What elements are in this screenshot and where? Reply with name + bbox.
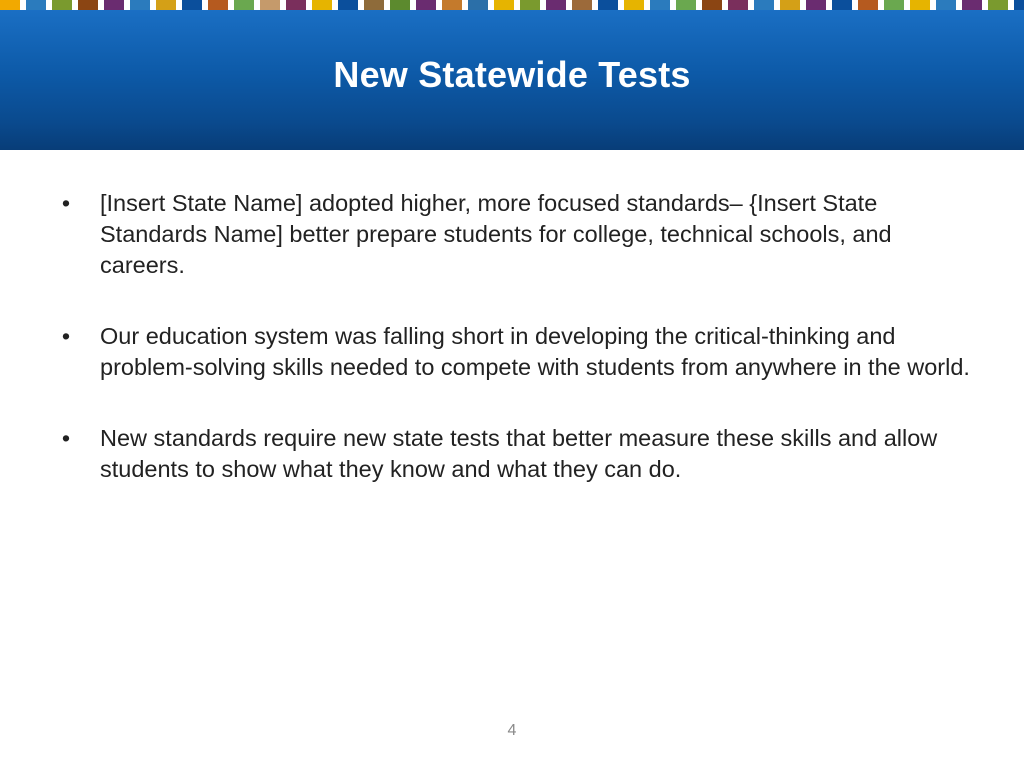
color-strip-segment (390, 0, 410, 10)
color-strip-segment (364, 0, 384, 10)
color-strip-segment (962, 0, 982, 10)
decorative-color-strip (0, 0, 1024, 10)
color-strip-segment (0, 0, 20, 10)
color-strip-segment (884, 0, 904, 10)
color-strip-segment (234, 0, 254, 10)
bullet-item (56, 321, 976, 383)
color-strip-segment (208, 0, 228, 10)
color-strip-segment (286, 0, 306, 10)
bullet-list (56, 188, 976, 525)
bullet-marker: • (61, 190, 71, 216)
color-strip-segment (624, 0, 644, 10)
color-strip-segment (494, 0, 514, 10)
color-strip-segment (104, 0, 124, 10)
title-banner (0, 10, 1024, 150)
color-strip-segment (988, 0, 1008, 10)
color-strip-segment (728, 0, 748, 10)
color-strip-segment (156, 0, 176, 10)
color-strip-segment (936, 0, 956, 10)
color-strip-segment (26, 0, 46, 10)
color-strip-segment (806, 0, 826, 10)
color-strip-segment (130, 0, 150, 10)
slide-title: New Statewide Tests (333, 54, 691, 95)
color-strip-segment (416, 0, 436, 10)
color-strip-segment (52, 0, 72, 10)
color-strip-segment (182, 0, 202, 10)
color-strip-segment (676, 0, 696, 10)
color-strip-segment (78, 0, 98, 10)
bullet-text: [Insert State Name] adopted higher, more focused standards– {Insert State Standards Name] better prepare students for college, technical schools, and careers. (100, 190, 892, 278)
color-strip-segment (312, 0, 332, 10)
bullet-marker: • (61, 425, 71, 451)
color-strip-segment (910, 0, 930, 10)
color-strip-segment (832, 0, 852, 10)
color-strip-segment (754, 0, 774, 10)
bullet-marker: • (61, 323, 71, 349)
color-strip-segment (338, 0, 358, 10)
color-strip-segment (702, 0, 722, 10)
color-strip-segment (780, 0, 800, 10)
color-strip-segment (442, 0, 462, 10)
bullet-text: Our education system was falling short in developing the critical-thinking and problem-solving skills needed to compete with students from anywhere in the world. (100, 323, 970, 380)
color-strip-segment (598, 0, 618, 10)
color-strip-segment (468, 0, 488, 10)
bullet-item (56, 423, 976, 485)
color-strip-segment (260, 0, 280, 10)
color-strip-segment (546, 0, 566, 10)
color-strip-segment (572, 0, 592, 10)
bullet-text: New standards require new state tests that better measure these skills and allow students to show what they know and what they can do. (100, 425, 938, 482)
color-strip-segment (858, 0, 878, 10)
page-number: 4 (507, 722, 517, 739)
color-strip-segment (520, 0, 540, 10)
bullet-item (56, 188, 976, 281)
color-strip-segment (1014, 0, 1024, 10)
color-strip-segment (650, 0, 670, 10)
